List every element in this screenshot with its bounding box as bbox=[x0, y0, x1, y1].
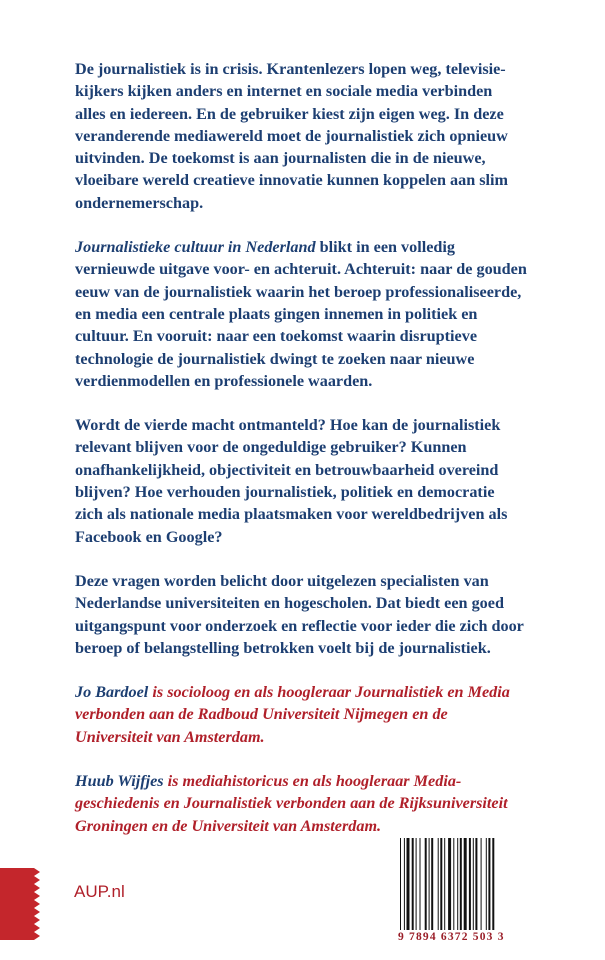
line-text: Universiteit van Amsterdam. bbox=[75, 727, 265, 746]
text-line bbox=[75, 303, 555, 325]
barcode-bar bbox=[444, 838, 445, 930]
text-line bbox=[75, 770, 555, 792]
text-line bbox=[75, 258, 555, 280]
line-text: alles en iedereen. En de gebruiker kiest zijn eigen weg. In deze bbox=[75, 104, 504, 123]
line-text: beroep of belangstelling betrokken voelt bij de journalistiek. bbox=[75, 638, 491, 657]
barcode-bar bbox=[412, 838, 414, 930]
barcode-bar bbox=[438, 838, 439, 930]
line-text: onafhankelijkheid, objectiviteit en betrouwbaarheid overeind bbox=[75, 460, 499, 479]
barcode-bar bbox=[429, 838, 430, 930]
text-line bbox=[75, 147, 555, 169]
line-text: blikt in een volledig bbox=[315, 238, 456, 257]
text-line bbox=[75, 58, 555, 80]
text-line bbox=[75, 192, 555, 214]
line-text: relevant blijven voor de ongeduldige gebruiker? Kunnen bbox=[75, 438, 467, 457]
text-line bbox=[75, 414, 555, 436]
blurb-paragraph bbox=[75, 570, 555, 659]
text-line bbox=[75, 481, 555, 503]
text-line bbox=[75, 348, 555, 370]
text-line bbox=[75, 526, 555, 548]
line-text: uitvinden. De toekomst is aan journalisten die in de nieuwe, bbox=[75, 149, 486, 168]
text-line bbox=[75, 703, 555, 725]
barcode-bar bbox=[475, 838, 477, 930]
line-text: kijkers kijken anders en internet en sociale media verbinden bbox=[75, 82, 493, 101]
text-line bbox=[75, 459, 555, 481]
line-text: Wordt de vierde macht ontmanteld? Hoe kan de journalistiek bbox=[75, 416, 501, 435]
text-line bbox=[75, 436, 555, 458]
line-text: is mediahistoricus en als hoogleraar Media- bbox=[163, 772, 462, 791]
book-title: Journalistieke cultuur in Nederland bbox=[75, 238, 316, 257]
line-text: Facebook en Google? bbox=[75, 527, 223, 546]
isbn-number: 9 7894 6372 503 3 bbox=[398, 931, 505, 943]
text-line bbox=[75, 125, 555, 147]
line-text: ondernemerschap. bbox=[75, 193, 204, 212]
line-text: Nederlandse universiteiten en hogescholen. Dat biedt een goed bbox=[75, 594, 504, 613]
text-line bbox=[75, 681, 555, 703]
author-bio bbox=[75, 770, 555, 837]
barcode-bar bbox=[488, 838, 490, 930]
text-line bbox=[75, 370, 555, 392]
text-line bbox=[75, 281, 555, 303]
line-text: Deze vragen worden belicht door uitgelezen specialisten van bbox=[75, 571, 489, 590]
blurb-paragraph bbox=[75, 236, 555, 392]
line-text: verbonden aan de Radboud Universiteit Nijmegen en de bbox=[75, 705, 448, 724]
author-name: Huub Wijfjes bbox=[75, 772, 164, 791]
barcode-bar bbox=[457, 838, 458, 930]
barcode-bar bbox=[416, 838, 417, 930]
publisher-website[interactable]: AUP.nl bbox=[74, 882, 125, 901]
line-text: is socioloog en als hoogleraar Journalistiek en Media bbox=[148, 683, 510, 702]
text-line bbox=[75, 236, 555, 258]
text-line bbox=[75, 592, 555, 614]
text-line bbox=[75, 169, 555, 191]
author-bio bbox=[75, 681, 555, 748]
text-line bbox=[75, 503, 555, 525]
barcode-bar bbox=[460, 838, 462, 930]
text-line bbox=[75, 570, 555, 592]
text-line bbox=[75, 637, 555, 659]
barcode-bar bbox=[425, 838, 427, 930]
barcode-bar bbox=[400, 838, 401, 930]
line-text: veranderende mediawereld moet de journalistiek zich opnieuw bbox=[75, 126, 508, 145]
text-line bbox=[75, 325, 555, 347]
blurb-paragraph bbox=[75, 58, 555, 214]
barcode-bar bbox=[486, 838, 487, 930]
line-text: geschiedenis en Journalistiek verbonden aan de Rijksuniversiteit bbox=[75, 794, 508, 813]
publisher-logo-tab bbox=[0, 868, 40, 940]
barcode bbox=[400, 838, 518, 930]
text-line bbox=[75, 615, 555, 637]
barcode-bar bbox=[492, 838, 494, 930]
barcode-bar bbox=[481, 838, 482, 930]
line-text: vernieuwde uitgave voor- en achteruit. Achteruit: naar de gouden bbox=[75, 260, 527, 279]
line-text: en media een centrale plaats gingen innemen in politiek en bbox=[75, 304, 478, 323]
line-text: cultuur. En vooruit: naar een toekomst waarin disruptieve bbox=[75, 327, 477, 346]
barcode-bar bbox=[404, 838, 405, 930]
text-line bbox=[75, 80, 555, 102]
back-cover-text bbox=[75, 58, 555, 859]
barcode-bar bbox=[473, 838, 474, 930]
text-line bbox=[75, 815, 555, 837]
author-name: Jo Bardoel bbox=[75, 683, 149, 702]
text-line bbox=[75, 726, 555, 748]
barcode-bar bbox=[453, 838, 454, 930]
barcode-bar bbox=[464, 838, 467, 930]
line-text: uitgangspunt voor onderzoek en reflectie voor ieder die zich door bbox=[75, 616, 524, 635]
text-line bbox=[75, 103, 555, 125]
line-text: zich als nationale media plaatsmaken voor wereldbedrijven als bbox=[75, 505, 508, 524]
line-text: Groningen en de Universiteit van Amsterdam. bbox=[75, 816, 382, 835]
barcode-bar bbox=[448, 838, 451, 930]
barcode-bar bbox=[407, 838, 410, 930]
barcode-bar bbox=[431, 838, 433, 930]
text-line bbox=[75, 792, 555, 814]
barcode-bar bbox=[469, 838, 471, 930]
barcode-bar bbox=[420, 838, 421, 930]
line-text: vloeibare wereld creatieve innovatie kunnen koppelen aan slim bbox=[75, 171, 509, 190]
blurb-paragraph bbox=[75, 414, 555, 548]
line-text: verdienmodellen en professionele waarden. bbox=[75, 371, 373, 390]
line-text: eeuw van de journalistiek waarin het beroep professionaliseerde, bbox=[75, 282, 522, 301]
line-text: blijven? Hoe verhouden journalistiek, politiek en democratie bbox=[75, 483, 495, 502]
line-text: De journalistiek is in crisis. Krantenlezers lopen weg, televisie- bbox=[75, 60, 506, 78]
barcode-bar bbox=[440, 838, 442, 930]
line-text: technologie de journalistiek dwingt te zoeken naar nieuwe bbox=[75, 349, 475, 368]
